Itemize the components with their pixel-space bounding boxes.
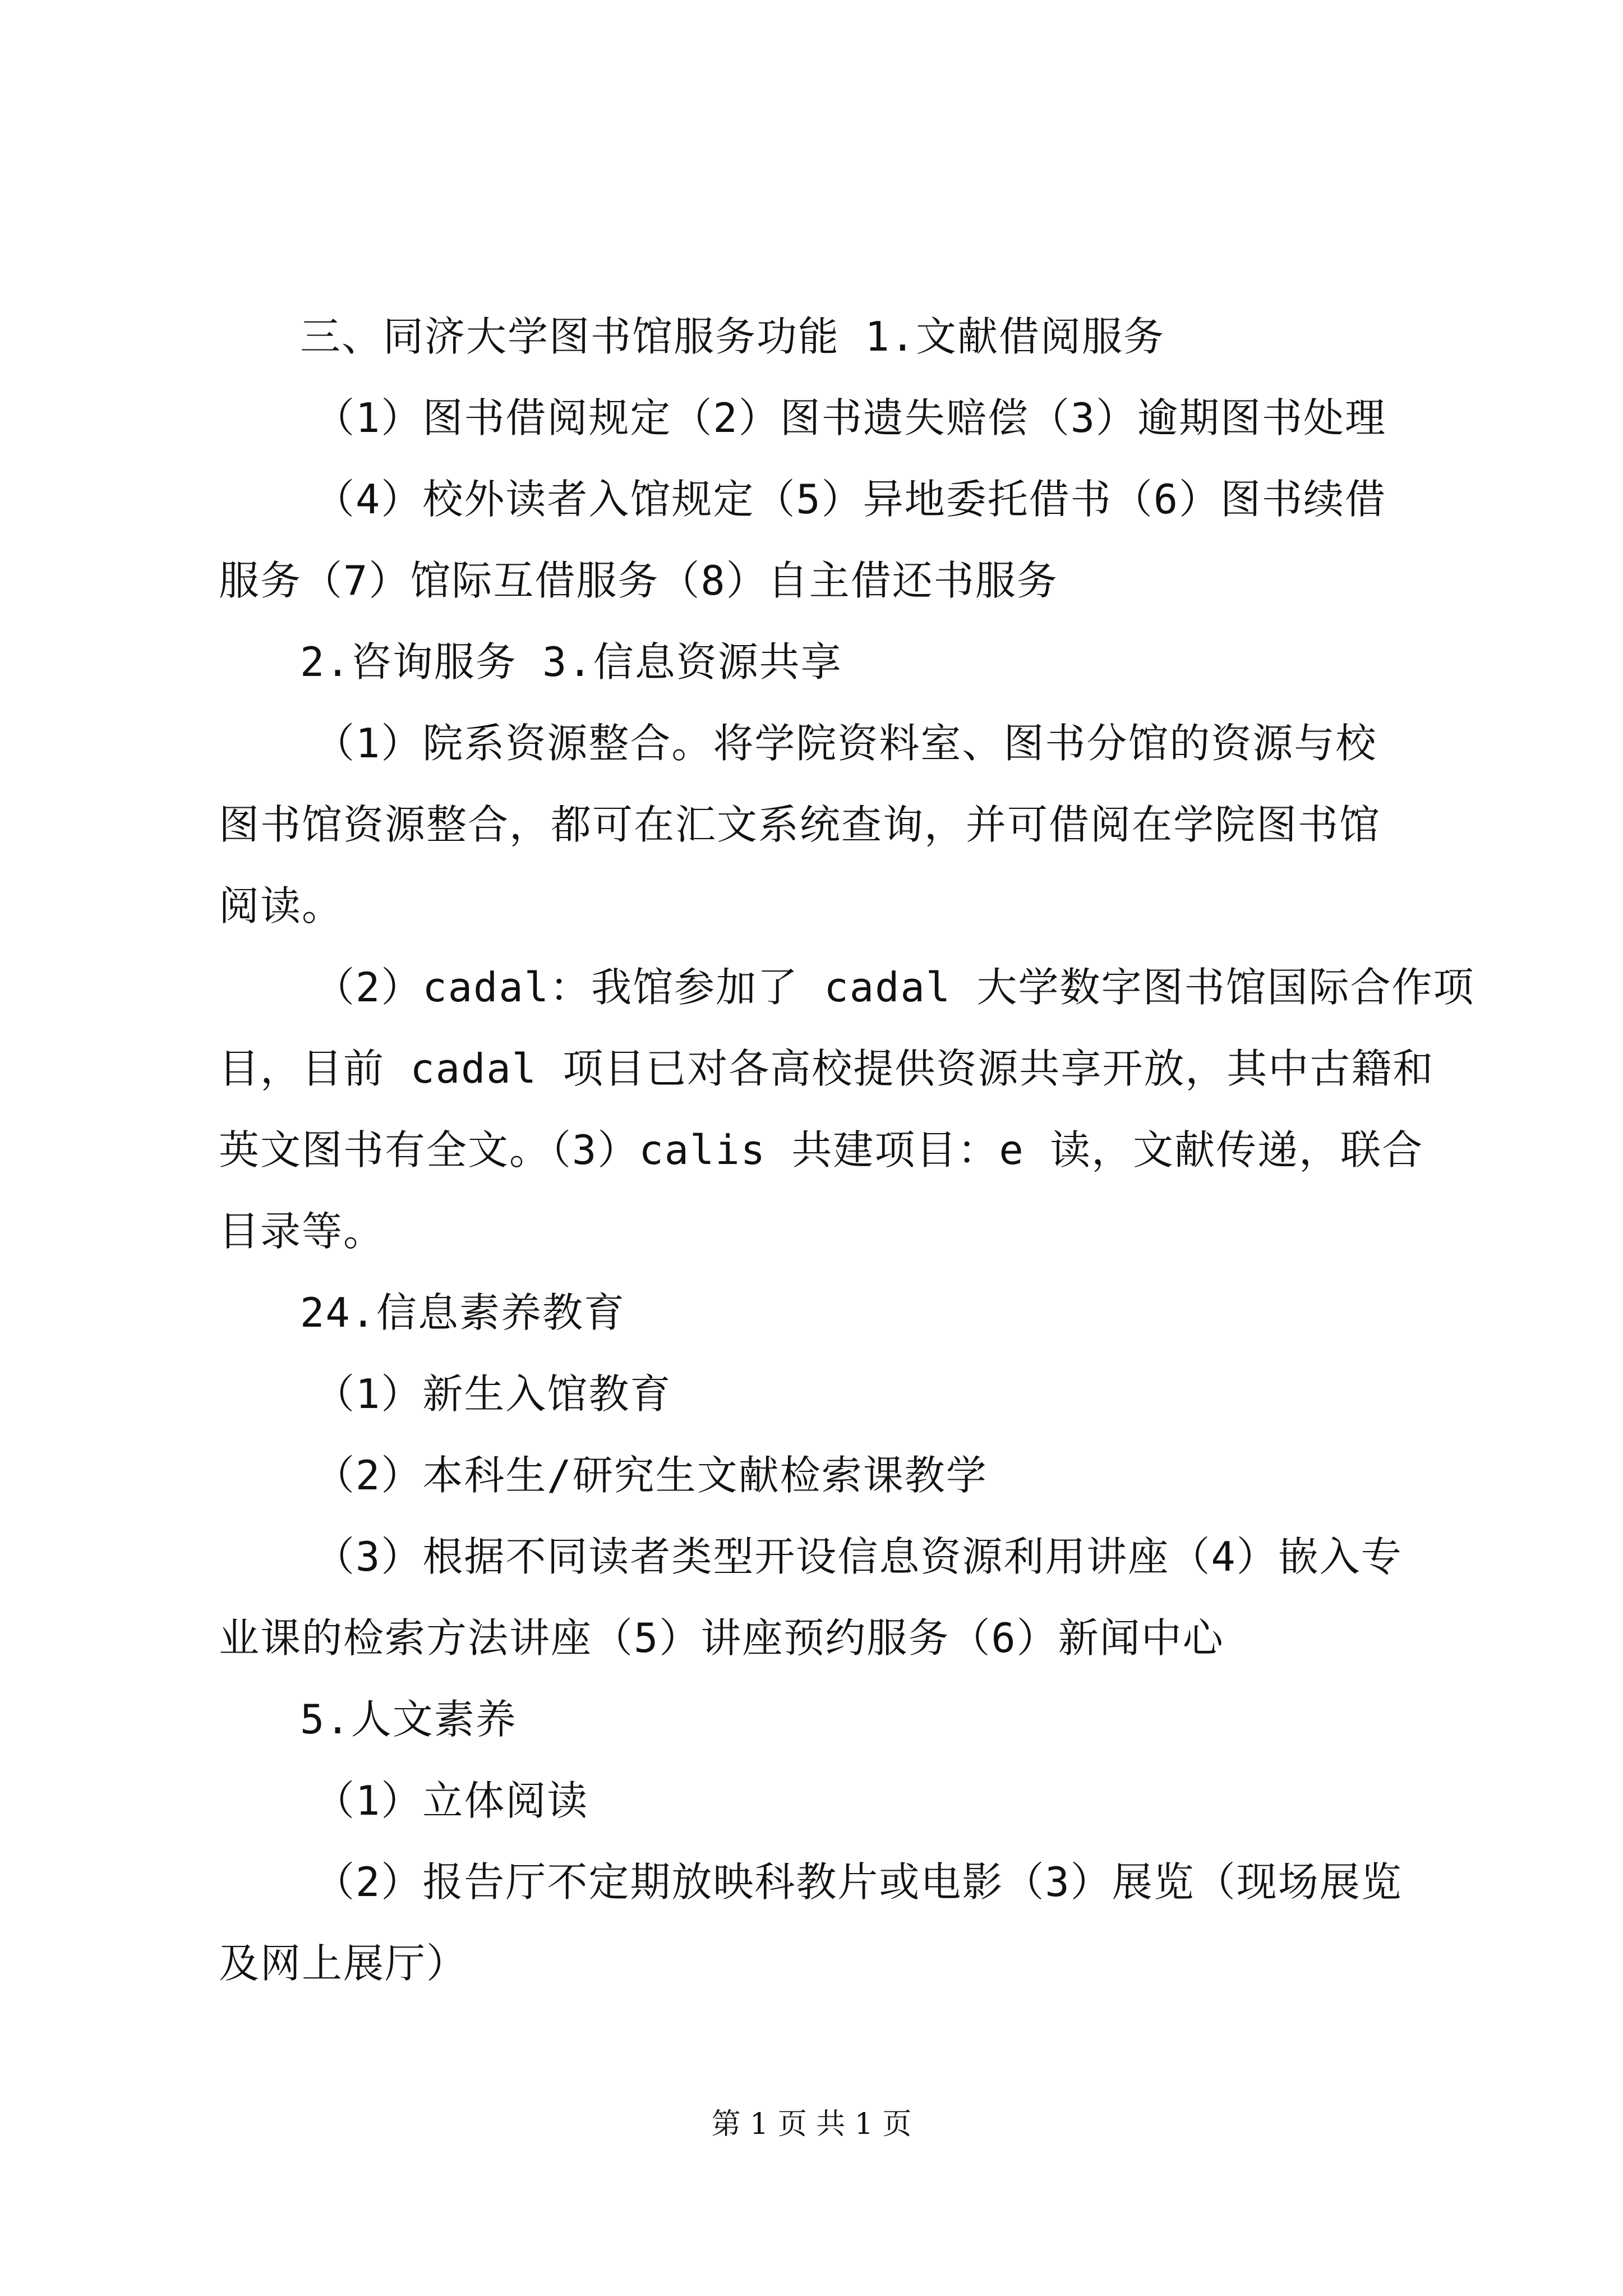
paragraph-line: 阅读。 [219,882,344,930]
paragraph-line: 目录等。 [219,1208,385,1255]
paragraph-line: （2）本科生/研究生文献检索课教学 [314,1452,988,1499]
paragraph-line: （1）立体阅读 [314,1777,589,1824]
paragraph-line: （2）cadal：我馆参加了 cadal 大学数字图书馆国际合作项 [314,964,1475,1011]
paragraph-line: 服务（7）馆际互借服务（8）自主借还书服务 [219,557,1058,604]
paragraph-line: （3）根据不同读者类型开设信息资源利用讲座（4）嵌入专 [314,1533,1403,1580]
paragraph-line: （1）院系资源整合。将学院资料室、图书分馆的资源与校 [314,720,1377,767]
paragraph-line: （2）报告厅不定期放映科教片或电影（3）展览（现场展览 [314,1858,1403,1906]
paragraph-line: （1）新生入馆教育 [314,1370,672,1418]
paragraph-line: 图书馆资源整合，都可在汇文系统查询，并可借阅在学院图书馆 [219,801,1381,848]
paragraph-line: 英文图书有全文。（3）calis 共建项目：e 读，文献传递，联合 [219,1126,1424,1174]
subsection-heading: 24.信息素养教育 [300,1289,626,1336]
paragraph-line: （1）图书借阅规定（2）图书遗失赔偿（3）逾期图书处理 [314,394,1387,441]
paragraph-line: 及网上展厅） [219,1940,468,1987]
page-footer: 第 1 页 共 1 页 [711,2108,912,2141]
paragraph-line: 业课的检索方法讲座（5）讲座预约服务（6）新闻中心 [219,1614,1224,1662]
subsection-heading: 2.咨询服务 3.信息资源共享 [300,638,842,685]
subsection-heading: 5.人文素养 [300,1696,517,1743]
paragraph-line: （4）校外读者入馆规定（5）异地委托借书（6）图书续借 [314,476,1387,523]
section-heading: 三、同济大学图书馆服务功能 1.文献借阅服务 [300,313,1165,360]
paragraph-line: 目，目前 cadal 项目已对各高校提供资源共享开放，其中古籍和 [219,1045,1435,1092]
